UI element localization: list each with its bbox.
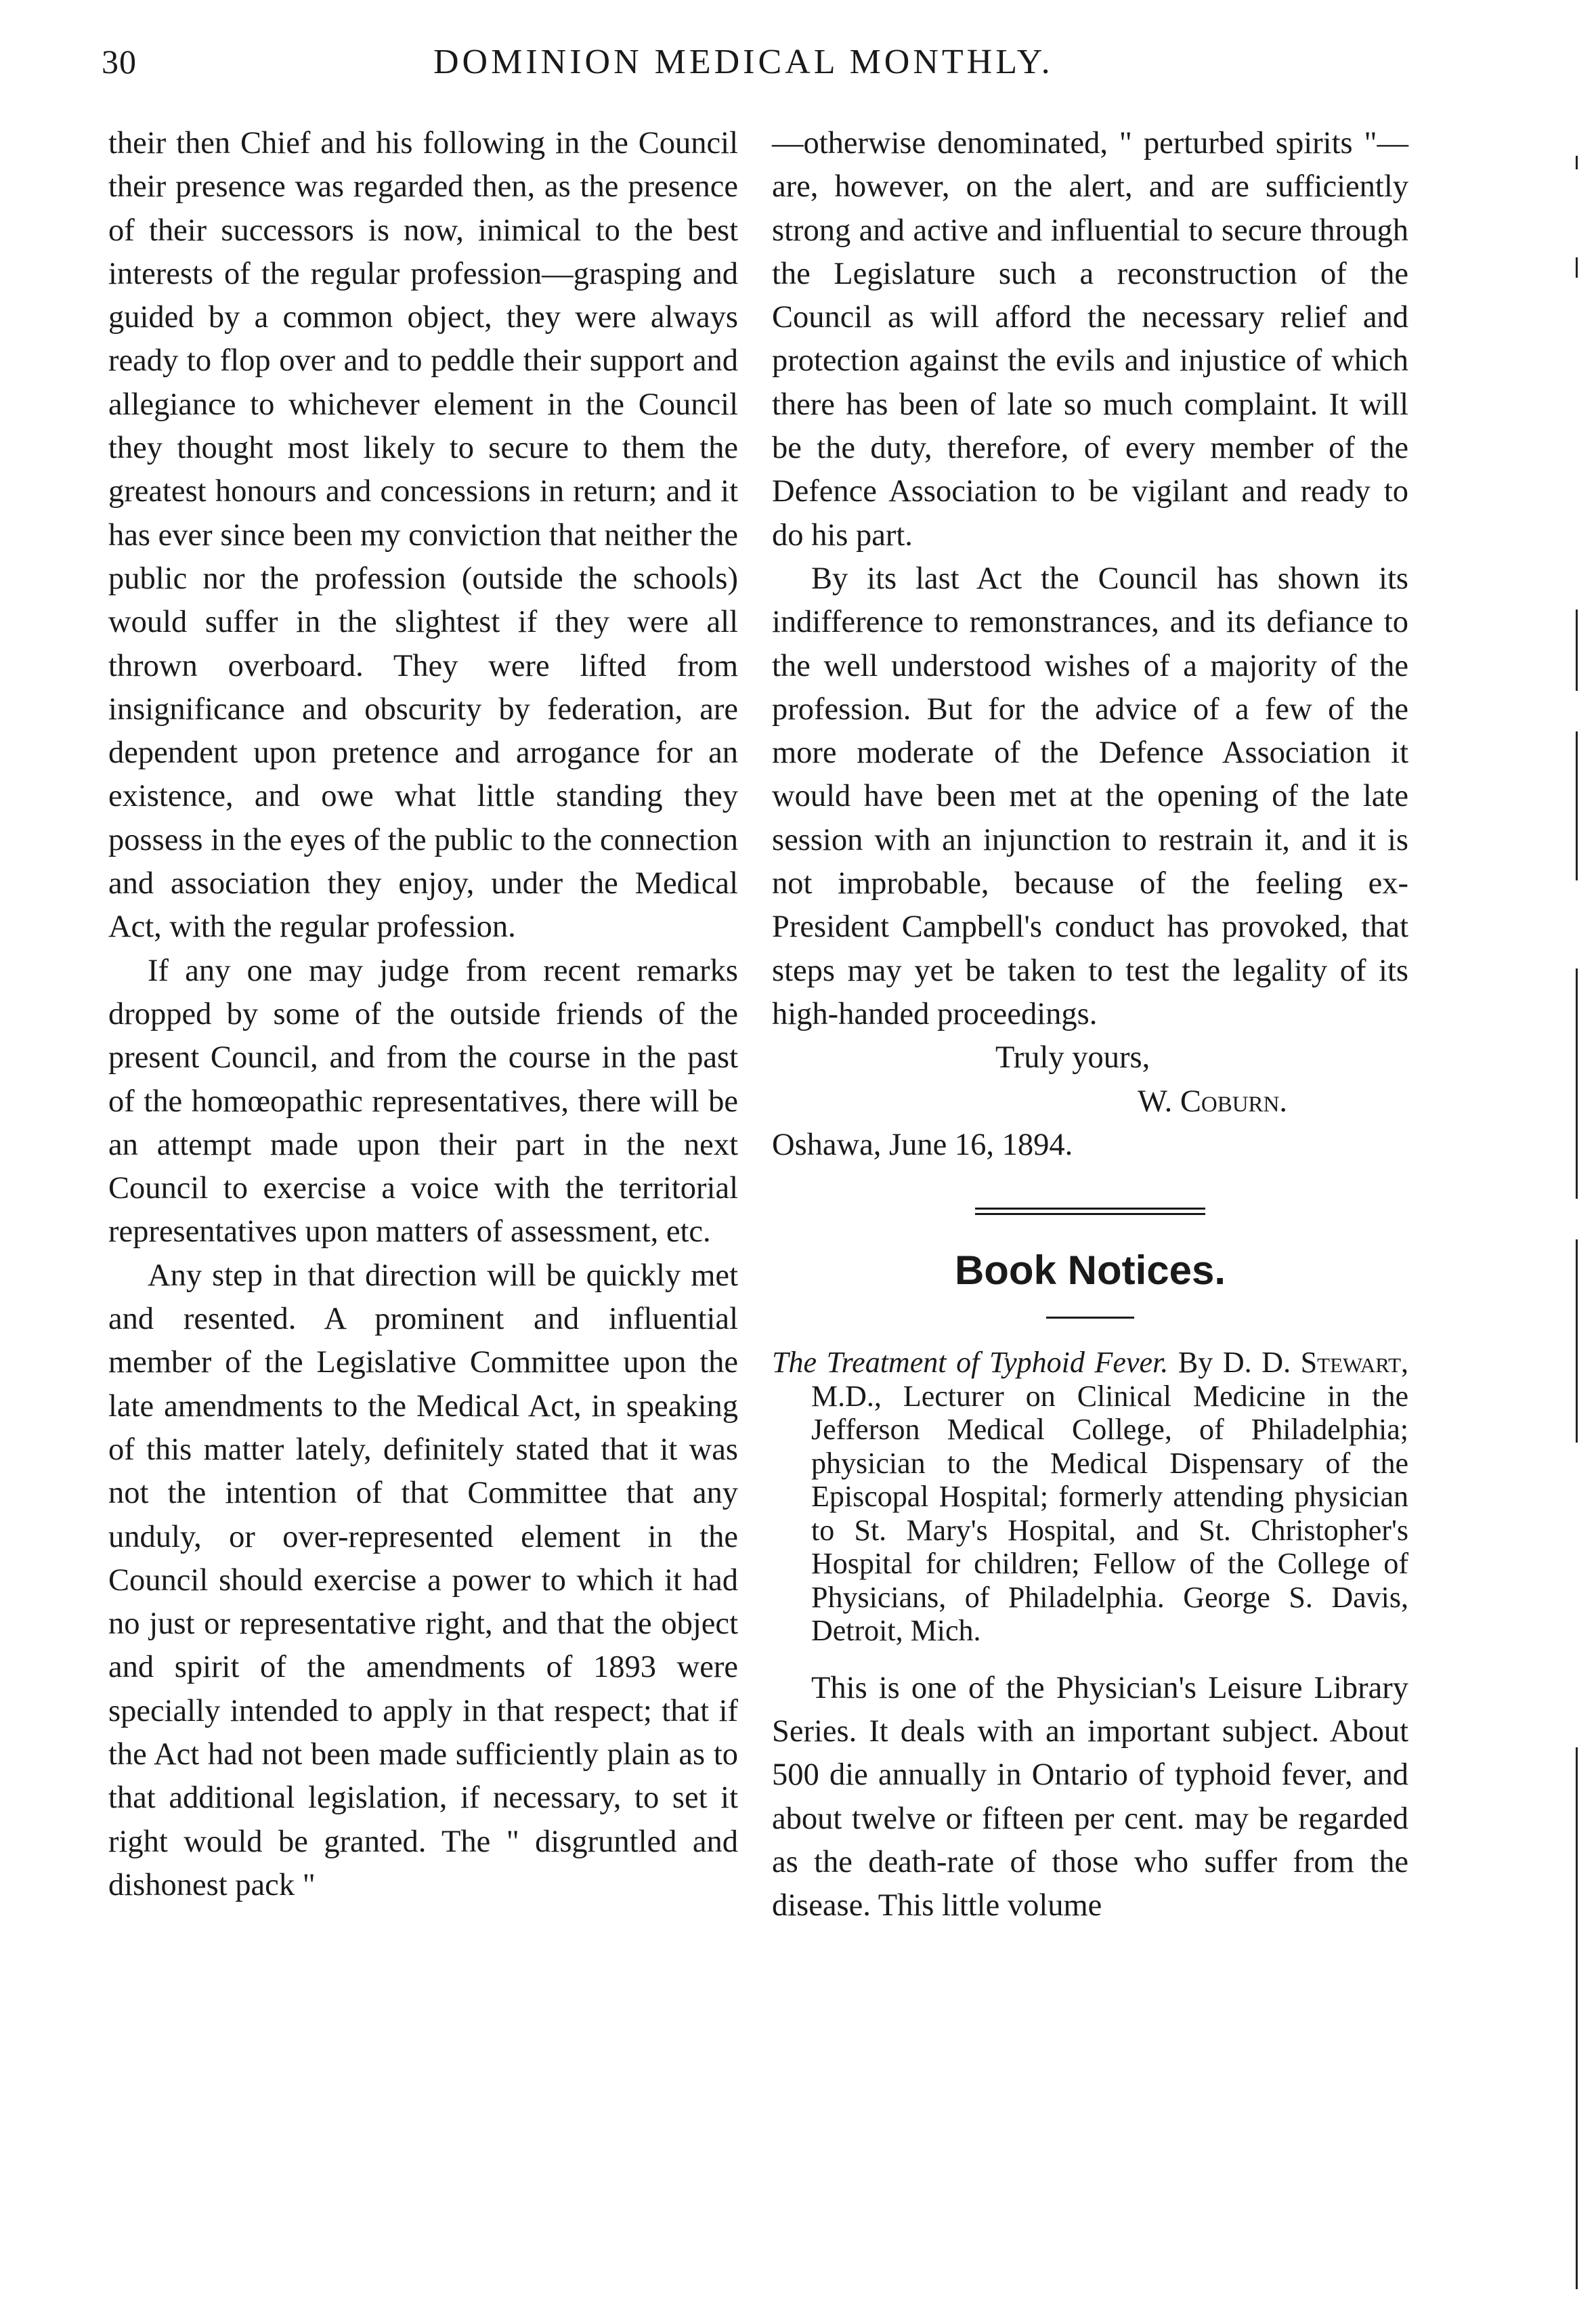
page-number: 30 bbox=[102, 43, 137, 81]
running-head bbox=[102, 42, 1408, 96]
scan-mark bbox=[1576, 610, 1578, 691]
book-title: The Treatment of Typhoid Fever. bbox=[772, 1346, 1169, 1380]
letter-place-date: Oshawa, June 16, 1894. bbox=[772, 1127, 1073, 1162]
letter-closing: Truly yours, bbox=[995, 1040, 1150, 1076]
book-details: M.D., Lecturer on Clinical Medicine in the Jefferson Medical College, of Philadelphia; physician to the Medical Dispensary of the Episcopal Hospital; formerly attending physician to St. Mary's Hospital, and St. Christopher's Hospital for children; Fellow of the College of Physicians, of Philadelphia. George S. Davis, Detroit, Mich. bbox=[811, 1379, 1408, 1648]
right-paragraph-1: —otherwise denominated, " perturbed spirits "—are, however, on the alert, and are sufficiently strong and active and influential to secure through the Legislature such a reconstruction of the Council as will afford the necessary relief and protection against the evils and injustice of which there has been of late so much complaint. It will be the duty, therefore, of every member of the Defence Association to be vigilant and ready to do his part. bbox=[772, 126, 1408, 553]
right-column bbox=[772, 122, 1408, 1928]
section-heading: Book Notices. bbox=[954, 1248, 1226, 1294]
book-notice-entry bbox=[772, 1346, 1408, 1648]
scan-mark bbox=[1576, 1239, 1578, 1443]
letter-signature: W. Coburn. bbox=[1138, 1084, 1288, 1119]
section-divider bbox=[975, 1208, 1205, 1215]
scan-mark bbox=[1576, 1747, 1578, 2289]
scan-edge-marks bbox=[1555, 122, 1596, 2289]
journal-title: DOMINION MEDICAL MONTHLY. bbox=[433, 43, 1054, 81]
right-paragraph-3: This is one of the Physician's Leisure Library Series. It deals with an important subject. About 500 die annually in Ontario of typhoid fever, and about twelve or fifteen per cent. may be regarded as the death-rate of those who suffer from the disease. This little volume bbox=[772, 1670, 1408, 1923]
right-paragraph-2: By its last Act the Council has shown its indifference to remonstrances, and its defiance to the well understood wishes of a majority of the profession. But for the advice of a few of the more moderate of the Defence Association it would have been met at the opening of the late session with an injunction to restrain it, and it is not improbable, because of the feeling ex-President Campbell's conduct has provoked, that steps may yet be taken to test the legality of its high-handed proceedings. bbox=[772, 561, 1408, 1031]
scan-mark bbox=[1576, 156, 1578, 169]
left-column bbox=[108, 122, 738, 1907]
book-by: By bbox=[1178, 1346, 1213, 1380]
scan-mark bbox=[1576, 257, 1578, 278]
left-paragraph-2: If any one may judge from recent remarks dropped by some of the outside friends of the present Council, and from the course in the past of the homœopathic representatives, there will be an attempt made upon their part in the next Council to exercise a voice with the territorial representatives upon matters of assessment, etc. bbox=[108, 953, 738, 1250]
book-author: D. D. Stewart, bbox=[1222, 1346, 1409, 1380]
heading-rule bbox=[1046, 1317, 1134, 1319]
left-paragraph-1: their then Chief and his following in the Council their presence was regarded then, as the presence of their successors is now, inimical to the best interests of the regular profession—grasping and guided by a common object, they were always ready to flop over and to peddle their support and allegiance to whichever element in the Council they thought most likely to secure to them the greatest honours and concessions in return; and it has ever since been my conviction that neither the public nor the profession (outside the schools) would suffer in the slightest if they were all thrown overboard. They were lifted from insignificance and obscurity by federation, are dependent upon pretence and arrogance for an existence, and owe what little standing they possess in the eyes of the public to the connection and association they enjoy, under the Medical Act, with the regular profession. bbox=[108, 126, 738, 945]
scan-mark bbox=[1576, 968, 1578, 1199]
left-paragraph-3: Any step in that direction will be quickly met and resented. A prominent and influential member of the Legislative Committee upon the late amendments to the Medical Act, in speaking of this matter lately, definitely stated that it was not the intention of that Committee that any unduly, or over-represented element in the Council should exercise a power to which it had no just or representative right, and that the object and spirit of the amendments of 1893 were specially intended to apply in that respect; that if the Act had not been made sufficiently plain as to that additional legislation, if necessary, to set it right would be granted. The " disgruntled and dishonest pack " bbox=[108, 1258, 738, 1902]
scan-mark bbox=[1576, 731, 1578, 880]
